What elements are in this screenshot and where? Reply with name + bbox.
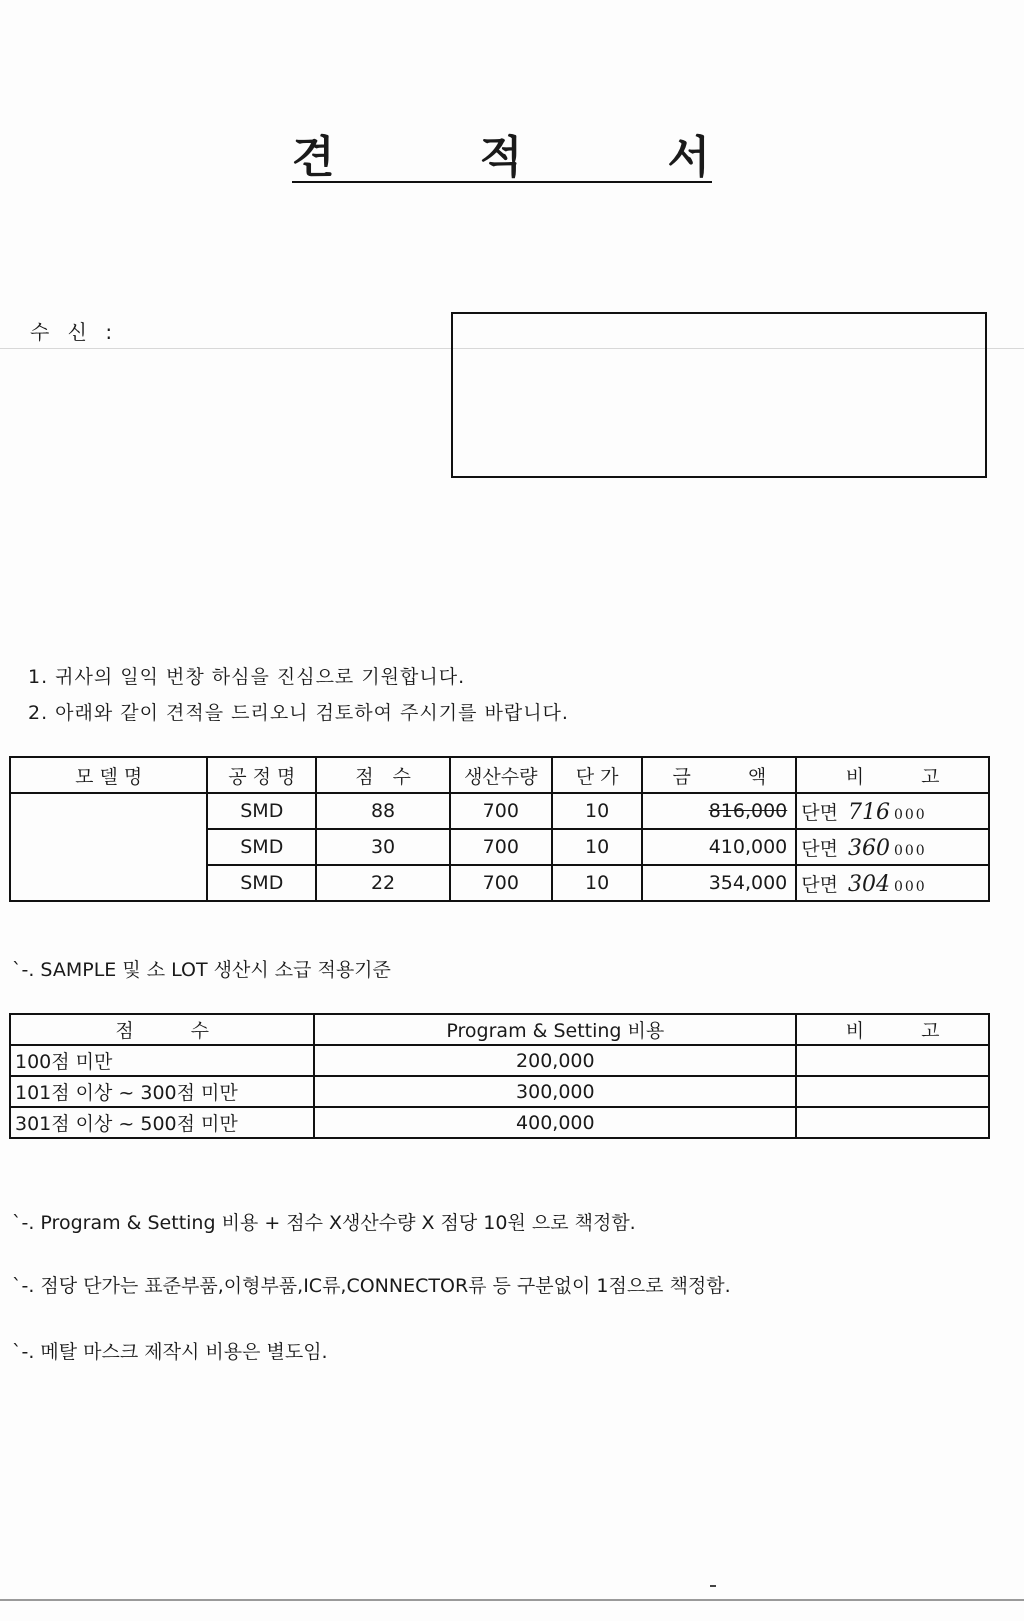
amount-cell [642,865,796,901]
range-cell: 301점 이상 ~ 500점 미만 [10,1107,314,1138]
recipient-box [451,312,987,478]
document-title [292,125,712,183]
header-model: 모 델 명 [10,757,207,793]
process-cell: SMD [207,865,316,901]
title-char-1: 견 [292,132,337,183]
header-process: 공 정 명 [207,757,316,793]
scan-mark [710,1585,716,1587]
range-cell: 101점 이상 ~ 300점 미만 [10,1076,314,1107]
intro-line-2: 2. 아래와 같이 견적을 드리오니 검토하여 주시기를 바랍니다. [28,702,569,724]
recipient-label: 수 신 : [30,320,119,344]
remark-cell [796,1076,989,1107]
handwritten-tail: 000 [893,806,927,823]
remark-cell [796,1045,989,1076]
qty-cell: 700 [450,865,552,901]
setup-header-row [10,1014,989,1045]
process-cell: SMD [207,829,316,865]
unit-price-cell: 10 [552,865,643,901]
unit-price-cell: 10 [552,829,643,865]
points-cell: 30 [316,829,450,865]
remark-text: 단면 [801,873,838,896]
amount-value: 354,000 [708,872,788,894]
title-char-3: 서 [667,132,712,183]
header-points-range: 점 수 [10,1014,314,1045]
model-cell [10,793,207,901]
header-points: 점 수 [316,757,450,793]
remark-text: 단면 [801,837,838,860]
cost-cell: 300,000 [314,1076,796,1107]
setup-cost-table [9,1013,990,1139]
header-qty: 생산수량 [450,757,552,793]
remark-cell [796,793,989,829]
header-setup-cost: Program & Setting 비용 [314,1014,796,1045]
cost-cell: 200,000 [314,1045,796,1076]
note-unit-price: `-. 점당 단가는 표준부품,이형부품,IC류,CONNECTOR류 등 구분없이 1점으로 책정함. [12,1275,731,1297]
remark-cell [796,865,989,901]
handwritten-amount: 304 [847,871,890,897]
process-cell: SMD [207,793,316,829]
handwritten-amount: 360 [847,835,890,861]
header-remark: 비 고 [796,757,989,793]
intro-line-1: 1. 귀사의 일익 번창 하심을 진심으로 기원합니다. [28,666,466,688]
handwritten-tail: 000 [893,842,927,859]
table-row [10,1107,989,1138]
remark-cell [796,1107,989,1138]
range-cell: 100점 미만 [10,1045,314,1076]
amount-value: 816,000 [708,800,788,822]
header-unit-price: 단 가 [552,757,643,793]
amount-cell [642,793,796,829]
table-row [10,1045,989,1076]
handwritten-tail: 000 [893,878,927,895]
quote-header-row [10,757,989,793]
quote-table [9,756,990,902]
bottom-edge-rule [0,1599,1024,1601]
sample-note: `-. SAMPLE 및 소 LOT 생산시 소급 적용기준 [12,959,391,981]
amount-value: 410,000 [708,836,788,858]
handwritten-amount: 716 [847,799,890,825]
cost-cell: 400,000 [314,1107,796,1138]
note-pricing-formula: `-. Program & Setting 비용 + 점수 X생산수량 X 점당 10원 으로 책정함. [12,1212,636,1234]
unit-price-cell: 10 [552,793,643,829]
title-char-2: 적 [479,132,525,183]
header-remark: 비 고 [796,1014,989,1045]
qty-cell: 700 [450,793,552,829]
points-cell: 22 [316,865,450,901]
amount-cell [642,829,796,865]
note-metal-mask: `-. 메탈 마스크 제작시 비용은 별도임. [12,1341,328,1363]
qty-cell: 700 [450,829,552,865]
table-row [10,1076,989,1107]
header-amount: 금 액 [642,757,796,793]
remark-cell [796,829,989,865]
points-cell: 88 [316,793,450,829]
table-row [10,793,989,829]
remark-text: 단면 [801,801,838,824]
